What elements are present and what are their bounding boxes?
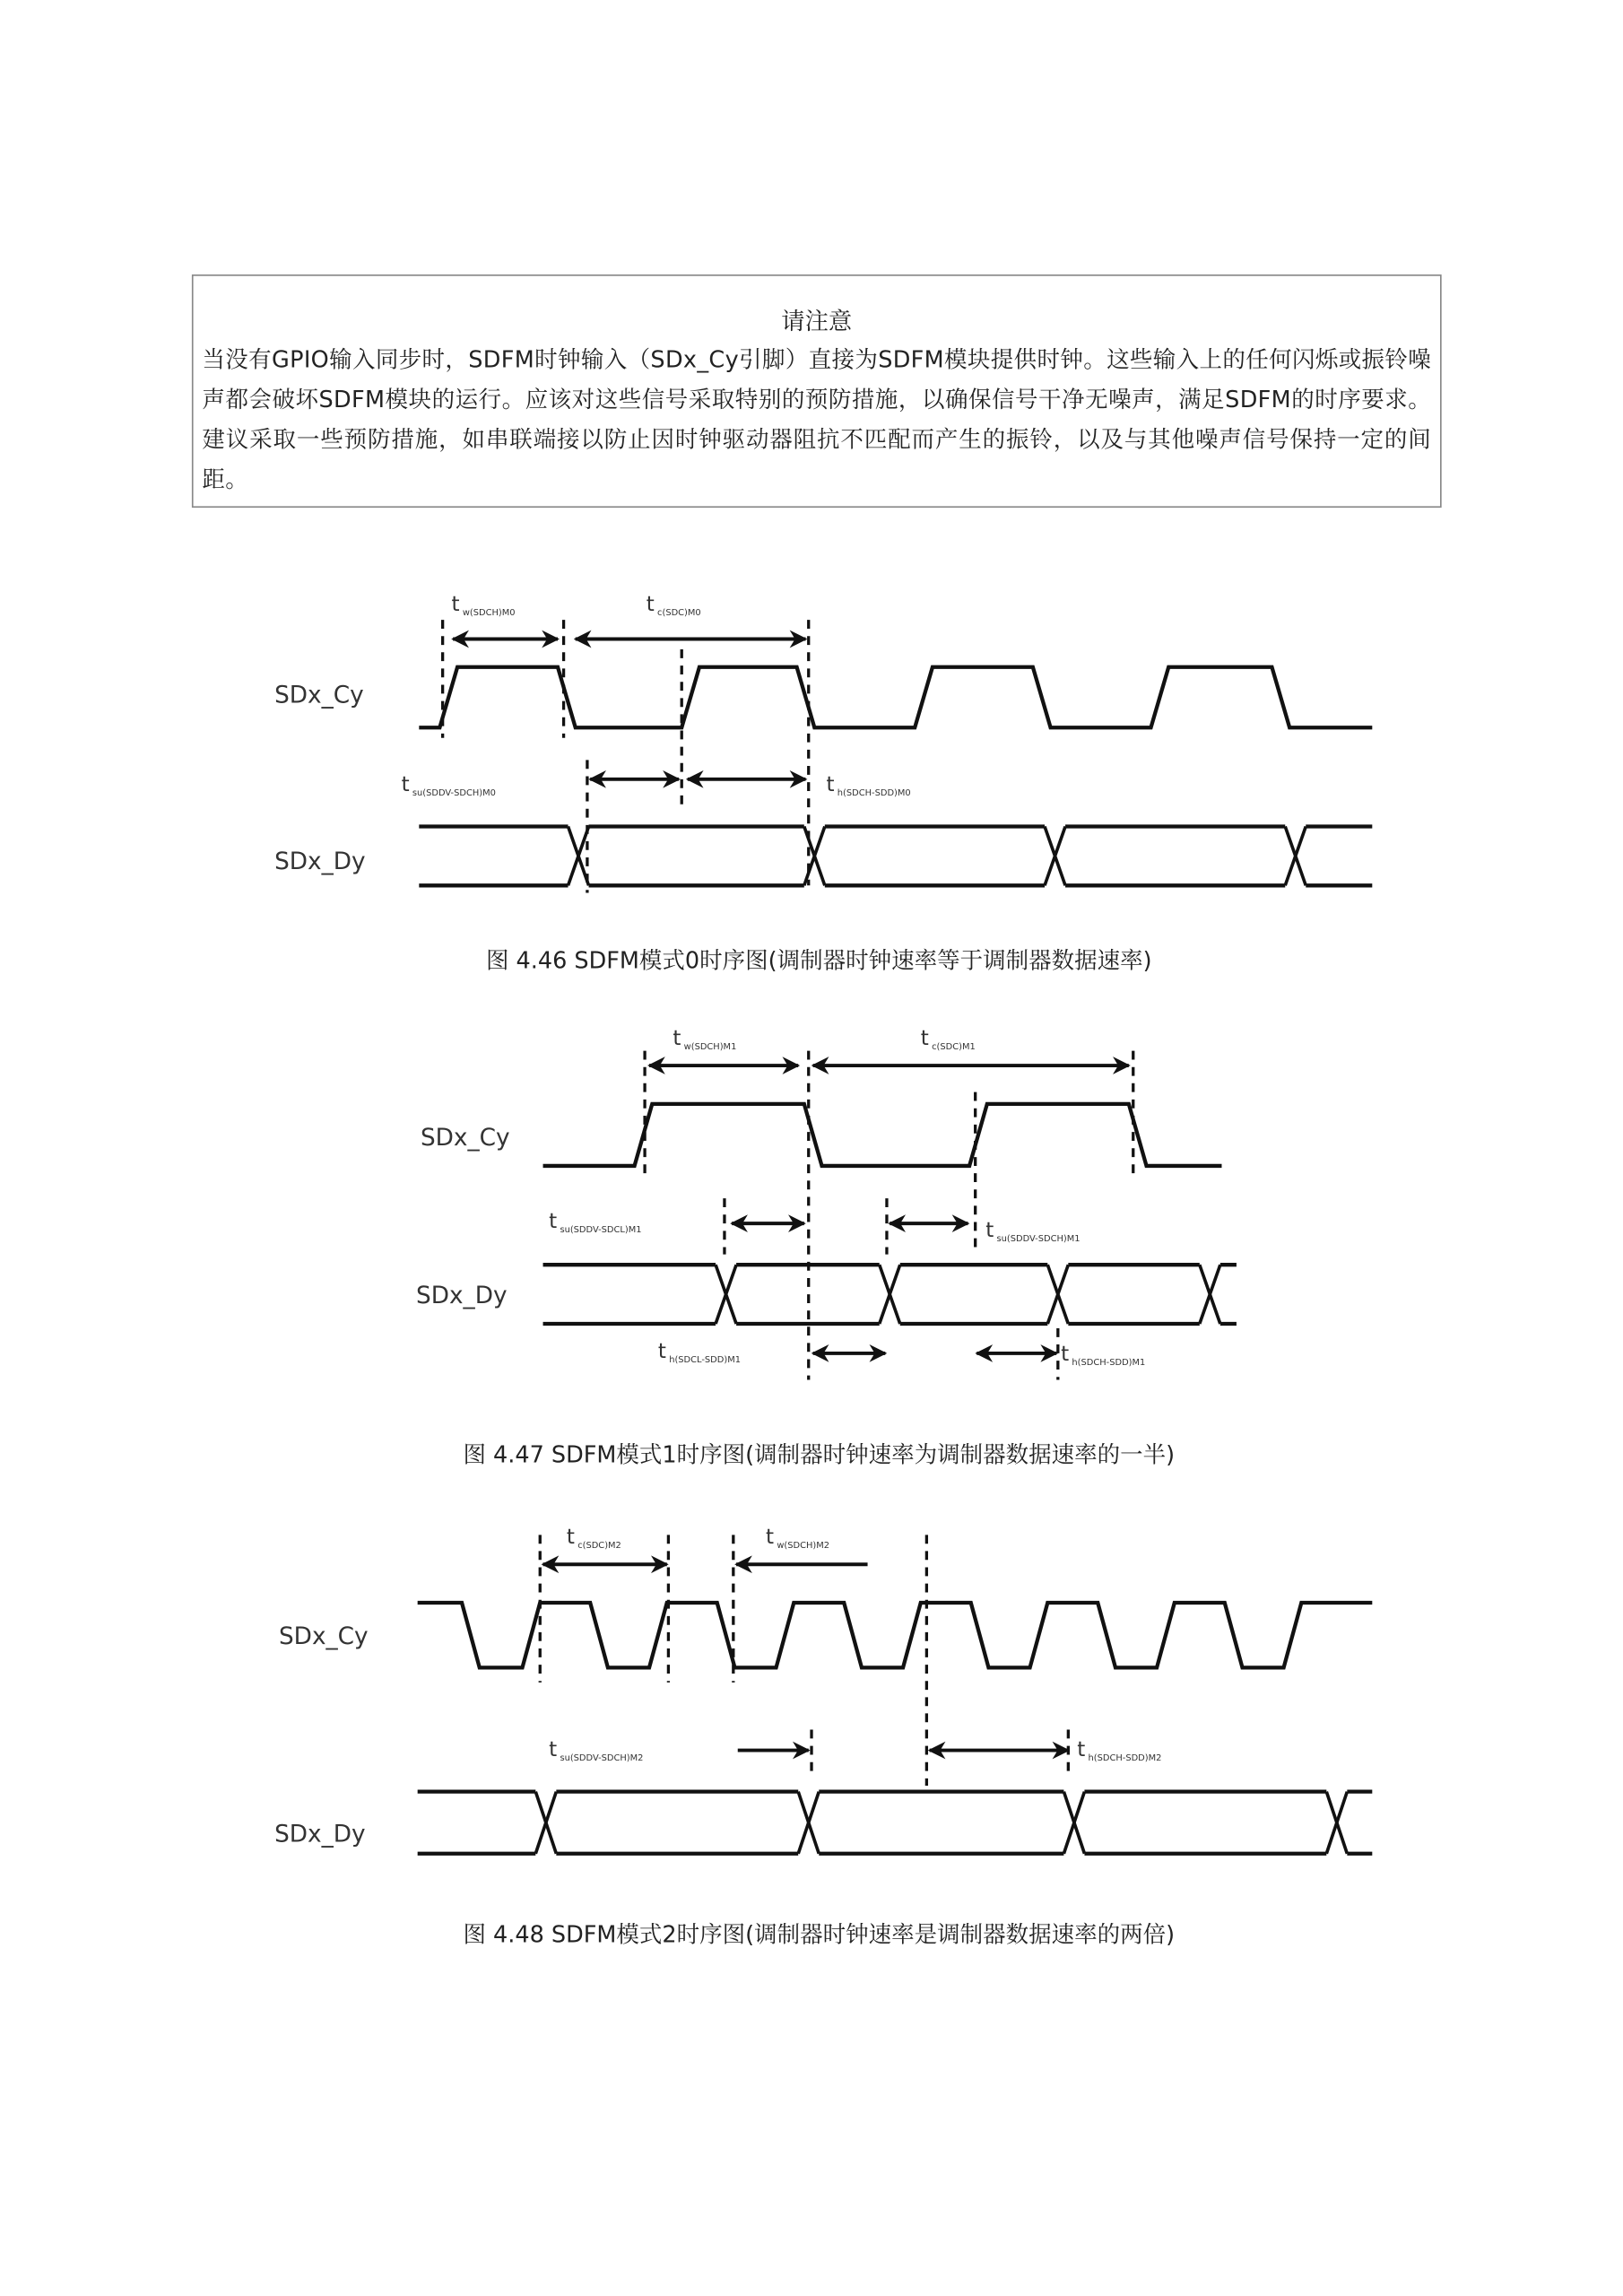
fig2-timing-h-h: t $_{h(SDCH-SDD)M1}$	[1061, 1343, 1146, 1369]
fig1-timing-c: t $_{c(SDC)M0}$	[646, 593, 701, 619]
fig1-data-label: SDx_Dy	[274, 848, 366, 876]
fig1-caption: 图 4.46 SDFM模式0时序图(调制器时钟速率等于调制器数据速率)	[485, 947, 1152, 975]
fig1-timing-w: t $_{w(SDCH)M0}$	[451, 593, 516, 619]
note-title: 请注意	[781, 307, 853, 335]
waveforms	[418, 620, 1373, 1854]
fig3-timing-c: t $_{c(SDC)M2}$	[566, 1526, 621, 1552]
fig1-timing-h: t $_{h(SDCH-SDD)M0}$	[826, 772, 911, 798]
fig2-timing-w: t $_{w(SDCH)M1}$	[673, 1027, 737, 1052]
fig2-caption: 图 4.47 SDFM模式1时序图(调制器时钟速率为调制器数据速率的一半)	[463, 1441, 1176, 1469]
fig3-timing-h: t $_{h(SDCH-SDD)M2}$	[1077, 1738, 1162, 1764]
fig2-timing-su-h: t $_{su(SDDV-SDCH)M1}$	[985, 1218, 1081, 1244]
fig1-clock-label: SDx_Cy	[274, 682, 364, 709]
fig3-caption: 图 4.48 SDFM模式2时序图(调制器时钟速率是调制器数据速率的两倍)	[463, 1921, 1176, 1949]
fig2-timing-su-l: t $_{su(SDDV-SDCL)M1}$	[549, 1210, 642, 1235]
note-body: 当没有GPIO输入同步时，SDFM时钟输入（SDx_Cy引脚）直接为SDFM模块提供时钟。这些输入上的任何闪烁或振铃噪声都会破坏SDFM模块的运行。应该对这些信号采取特别的预防措施，以确保信号干净无噪声，满足SDFM的时序要求。建议采取一些预防措施，如串联端接以防止因时钟驱动器阻抗不匹配而产生的振铃，以及与其他噪声信号保持一定的间距。	[202, 346, 1432, 493]
fig2-timing-c: t $_{c(SDC)M1}$	[920, 1027, 976, 1052]
fig1-timing-su: t $_{su(SDDV-SDCH)M0}$	[401, 772, 496, 798]
fig3-clock-waveform	[418, 1603, 1373, 1667]
fig1-clock-waveform	[419, 667, 1372, 727]
fig3-timing-su: t $_{su(SDDV-SDCH)M2}$	[549, 1738, 644, 1764]
fig2-clock-label: SDx_Cy	[420, 1124, 510, 1152]
fig3-timing-w: t $_{w(SDCH)M2}$	[766, 1526, 830, 1552]
fig2-timing-h-l: t $_{h(SDCL-SDD)M1}$	[657, 1339, 741, 1365]
fig3-clock-label: SDx_Cy	[278, 1623, 369, 1651]
fig3-data-label: SDx_Dy	[274, 1821, 366, 1848]
fig2-data-label: SDx_Dy	[416, 1282, 508, 1309]
